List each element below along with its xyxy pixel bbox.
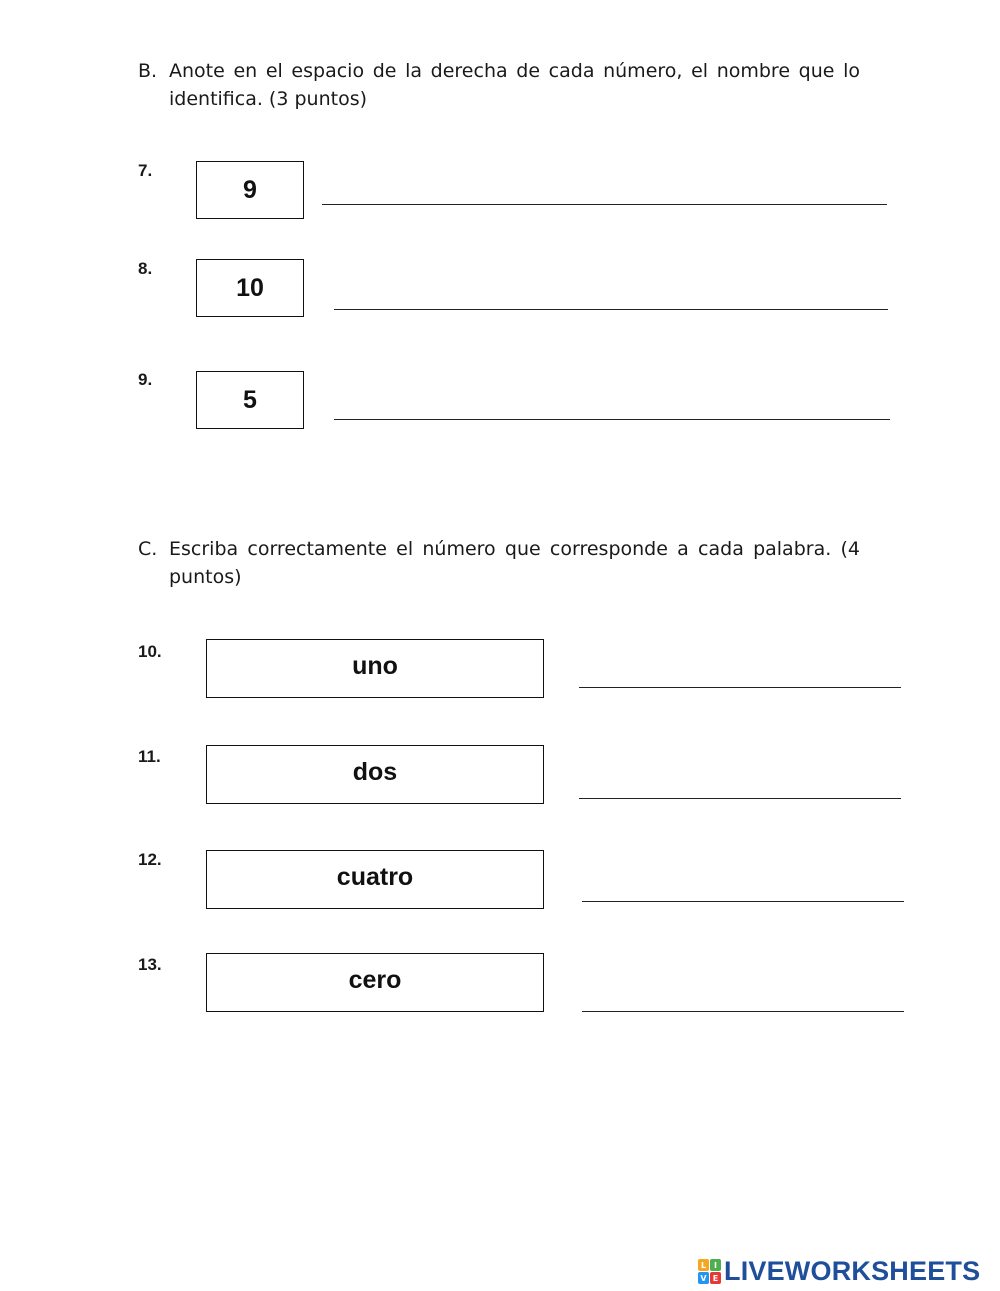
logo-tile-i: I [710, 1259, 721, 1271]
word-box-cuatro: cuatro [206, 850, 544, 909]
answer-line-11[interactable] [579, 798, 901, 799]
section-b-instruction [138, 57, 860, 113]
answer-line-12[interactable] [582, 901, 904, 902]
answer-line-8[interactable] [334, 309, 888, 310]
logo-tile-e: E [710, 1272, 721, 1284]
number-box-9: 9 [196, 161, 304, 219]
word-box-dos: dos [206, 745, 544, 804]
number-box-5: 5 [196, 371, 304, 429]
word-box-cero: cero [206, 953, 544, 1012]
item-number-8: 8. [138, 259, 153, 278]
liveworksheets-logo [698, 1256, 980, 1287]
section-b-letter: B. [138, 60, 158, 82]
logo-tile-l: L [698, 1259, 709, 1271]
item-number-12: 12. [138, 850, 162, 869]
section-c-letter: C. [138, 538, 158, 560]
number-box-10: 10 [196, 259, 304, 317]
answer-line-9[interactable] [334, 419, 890, 420]
answer-line-10[interactable] [579, 687, 901, 688]
item-number-10: 10. [138, 642, 162, 661]
item-number-13: 13. [138, 955, 162, 974]
logo-tile-v: V [698, 1272, 709, 1284]
section-c-text: Escriba correctamente el número que corresponde a cada palabra. (4 puntos) [169, 538, 860, 588]
item-number-9: 9. [138, 370, 153, 389]
section-c-instruction [138, 535, 860, 591]
section-b-text: Anote en el espacio de la derecha de cada número, el nombre que lo identifica. (3 puntos) [169, 60, 860, 110]
logo-icon [698, 1259, 721, 1284]
item-number-11: 11. [138, 747, 161, 766]
item-number-7: 7. [138, 161, 153, 180]
word-box-uno: uno [206, 639, 544, 698]
answer-line-13[interactable] [582, 1011, 904, 1012]
logo-text: LIVEWORKSHEETS [724, 1256, 981, 1286]
answer-line-7[interactable] [322, 204, 887, 205]
